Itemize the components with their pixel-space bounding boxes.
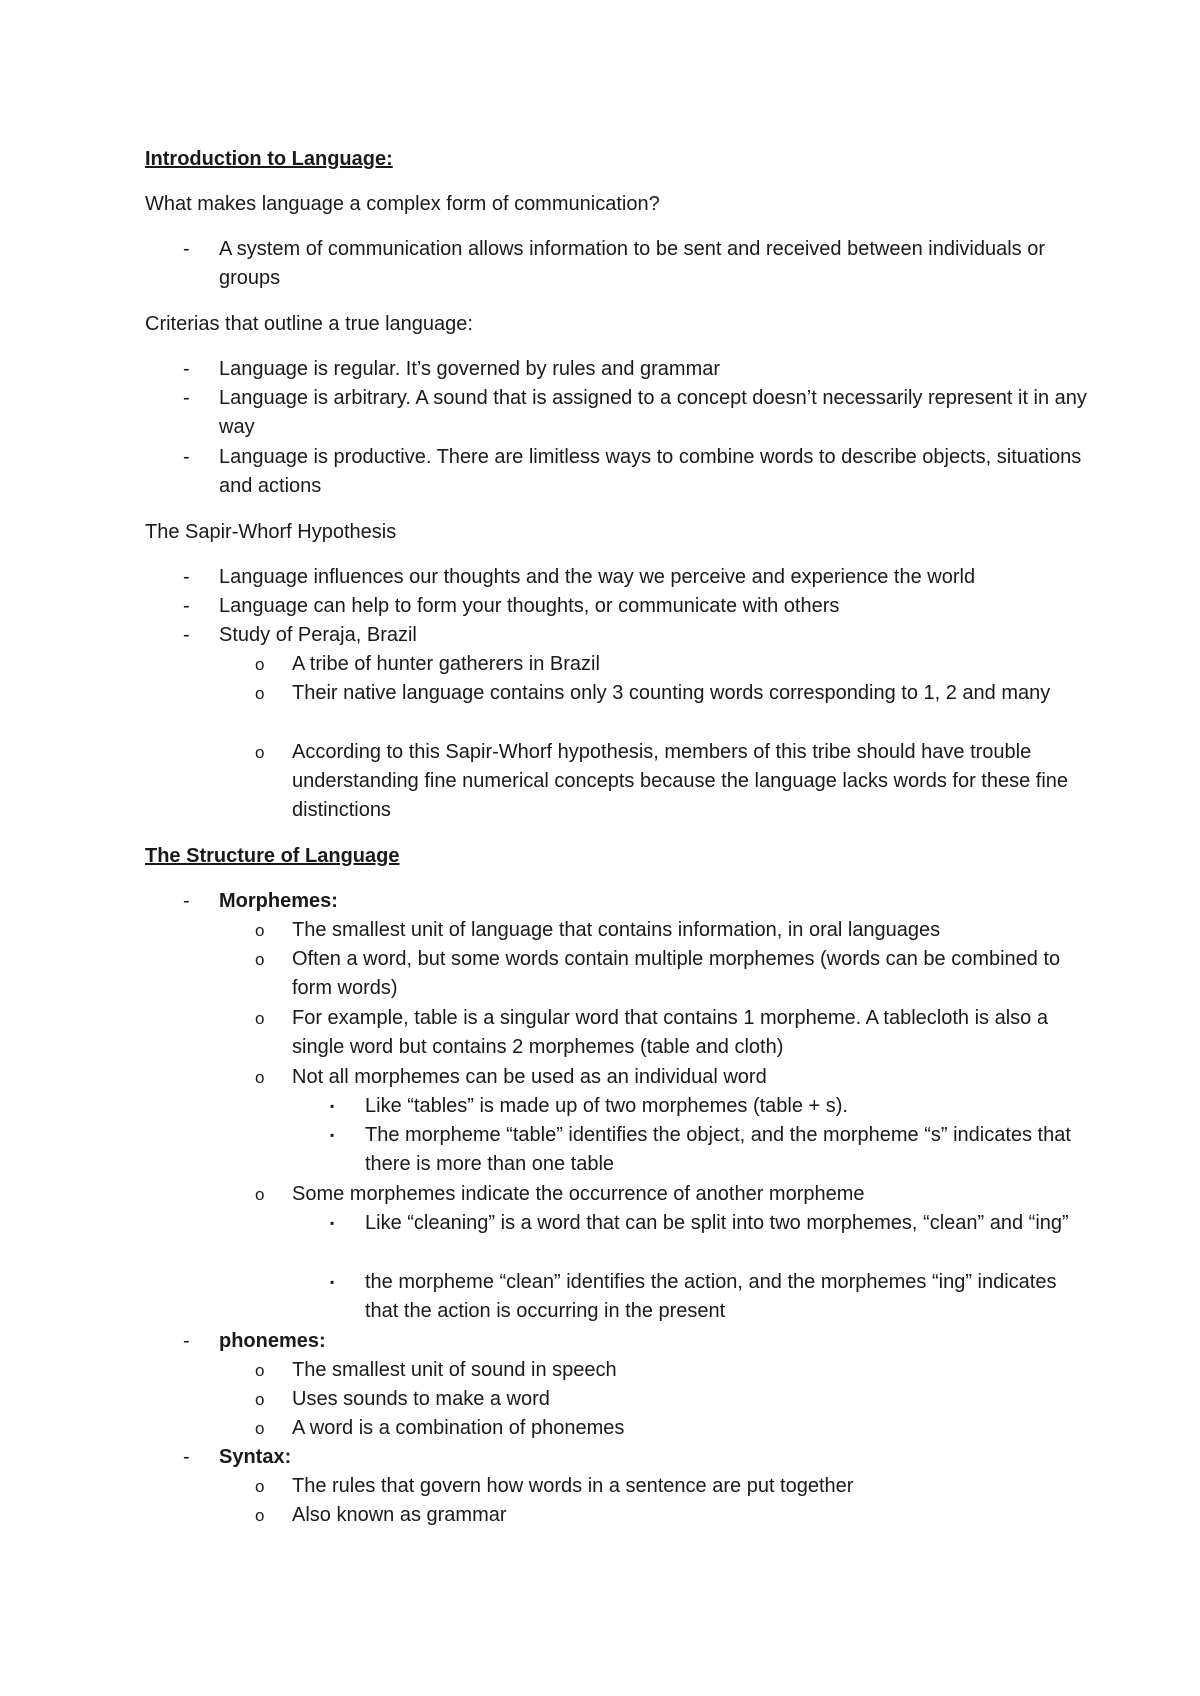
sapir-heading: The Sapir-Whorf Hypothesis bbox=[145, 521, 397, 543]
bullet-text: the morpheme “clean” identifies the action, and the morphemes “ing” indicates that the action is occurring in the present bbox=[365, 1271, 1057, 1322]
bullet-text: The rules that govern how words in a sentence are put together bbox=[292, 1475, 854, 1497]
circle-marker: o bbox=[255, 743, 265, 762]
circle-marker: o bbox=[255, 1361, 265, 1380]
circle-marker: o bbox=[255, 1068, 265, 1087]
criteria-heading: Criterias that outline a true language: bbox=[145, 313, 473, 335]
bullet-text: A tribe of hunter gatherers in Brazil bbox=[292, 653, 600, 675]
syntax-label: Syntax: bbox=[219, 1446, 292, 1468]
bullet-text: Study of Peraja, Brazil bbox=[219, 624, 417, 646]
bullet-text: According to this Sapir-Whorf hypothesis, members of this tribe should have trouble understanding fine numerical concepts because the language lacks words for these fine distinctions bbox=[292, 741, 1069, 821]
bullet-text: Language is productive. There are limitless ways to combine words to describe objects, situations and actions bbox=[219, 446, 1082, 497]
dash-marker: - bbox=[183, 1446, 190, 1468]
circle-marker: o bbox=[255, 655, 265, 674]
dash-marker: - bbox=[183, 566, 190, 588]
dash-marker: - bbox=[183, 624, 190, 646]
bullet-text: Language is arbitrary. A sound that is assigned to a concept doesn’t necessarily represent it in any way bbox=[219, 387, 1087, 438]
bullet-text: Language is regular. It’s governed by rules and grammar bbox=[219, 358, 721, 380]
square-marker: ▪ bbox=[330, 1099, 335, 1113]
circle-marker: o bbox=[255, 1477, 265, 1496]
bullet-text: Like “tables” is made up of two morphemes (table + s). bbox=[365, 1095, 848, 1117]
square-marker: ▪ bbox=[330, 1216, 335, 1230]
bullet-text: The smallest unit of language that contains information, in oral languages bbox=[292, 919, 941, 941]
bullet-text: Language influences our thoughts and the way we perceive and experience the world bbox=[219, 566, 976, 588]
bullet-text: Their native language contains only 3 counting words corresponding to 1, 2 and many bbox=[292, 682, 1051, 704]
dash-marker: - bbox=[183, 387, 190, 409]
bullet-text: A system of communication allows information to be sent and received between individuals or groups bbox=[219, 238, 1045, 289]
phonemes-label: phonemes: bbox=[219, 1330, 326, 1352]
bullet-text: Some morphemes indicate the occurrence of another morpheme bbox=[292, 1183, 865, 1205]
dash-marker: - bbox=[183, 446, 190, 468]
bullet-text: The morpheme “table” identifies the object, and the morpheme “s” indicates that there is more than one table bbox=[365, 1124, 1071, 1175]
bullet-text: Uses sounds to make a word bbox=[292, 1388, 550, 1410]
dash-marker: - bbox=[183, 1330, 190, 1352]
dash-marker: - bbox=[183, 358, 190, 380]
bullet-text: A word is a combination of phonemes bbox=[292, 1417, 625, 1439]
circle-marker: o bbox=[255, 1419, 265, 1438]
dash-marker: - bbox=[183, 238, 190, 260]
bullet-text: Language can help to form your thoughts, or communicate with others bbox=[219, 595, 840, 617]
circle-marker: o bbox=[255, 1506, 265, 1525]
circle-marker: o bbox=[255, 1390, 265, 1409]
circle-marker: o bbox=[255, 684, 265, 703]
bullet-text: Often a word, but some words contain multiple morphemes (words can be combined to form words) bbox=[292, 948, 1061, 999]
circle-marker: o bbox=[255, 921, 265, 940]
intro-question: What makes language a complex form of communication? bbox=[145, 193, 660, 215]
circle-marker: o bbox=[255, 1185, 265, 1204]
circle-marker: o bbox=[255, 1009, 265, 1028]
dash-marker: - bbox=[183, 890, 190, 912]
morphemes-label: Morphemes: bbox=[219, 890, 338, 912]
square-marker: ▪ bbox=[330, 1128, 335, 1142]
bullet-text: Also known as grammar bbox=[292, 1504, 507, 1526]
square-marker: ▪ bbox=[330, 1275, 335, 1289]
bullet-text: Not all morphemes can be used as an individual word bbox=[292, 1066, 767, 1088]
bullet-text: The smallest unit of sound in speech bbox=[292, 1359, 617, 1381]
bullet-text: Like “cleaning” is a word that can be split into two morphemes, “clean” and “ing” bbox=[365, 1212, 1069, 1234]
structure-heading: The Structure of Language bbox=[145, 845, 400, 867]
dash-marker: - bbox=[183, 595, 190, 617]
circle-marker: o bbox=[255, 950, 265, 969]
intro-heading: Introduction to Language: bbox=[145, 148, 393, 170]
bullet-text: For example, table is a singular word that contains 1 morpheme. A tablecloth is also a single word but contains 2 morphemes (table and cloth) bbox=[292, 1007, 1048, 1058]
